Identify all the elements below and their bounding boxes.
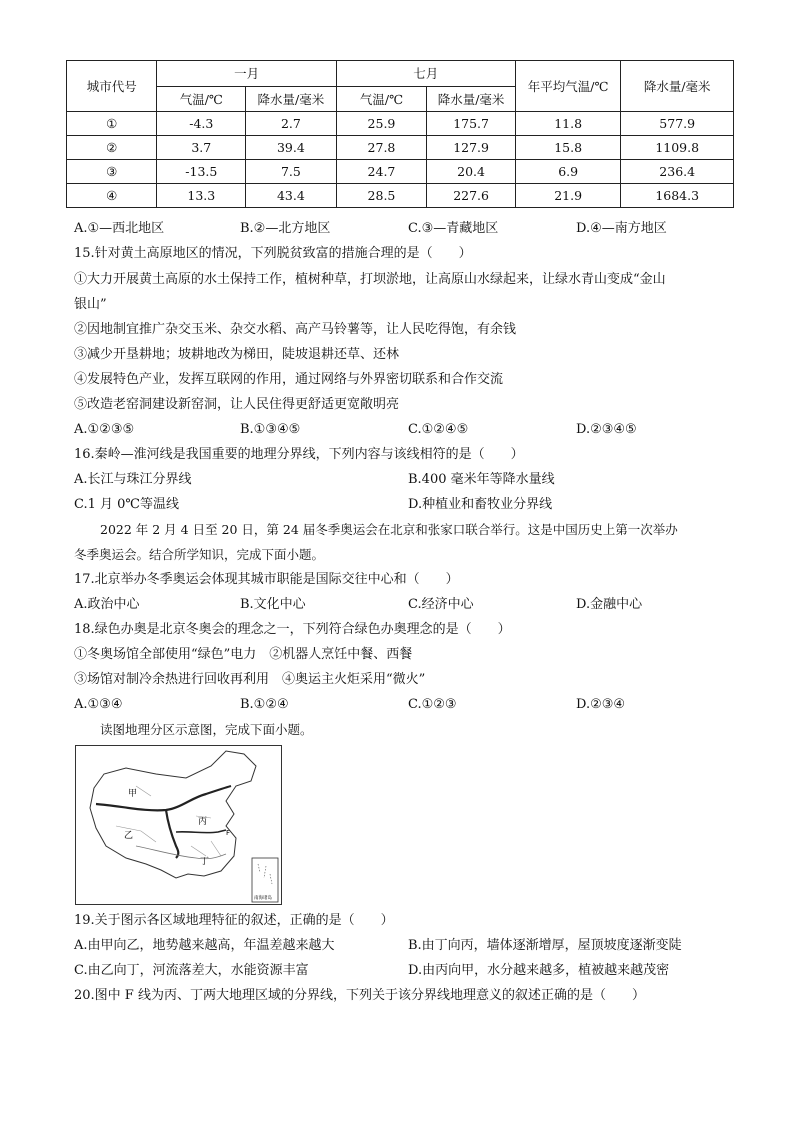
annual-precip: 1109.8 (621, 136, 734, 160)
q19-option-a[interactable]: A.由甲向乙，地势越来越高，年温差越来越大 (74, 938, 335, 953)
q15-option-d[interactable]: D.②③④⑤ (576, 422, 637, 437)
label-f: F (226, 829, 231, 837)
q19-option-b[interactable]: B.由丁向丙，墙体逐渐增厚，屋顶坡度逐渐变陡 (408, 938, 682, 953)
header-jan-precip: 降水量/毫米 (246, 86, 337, 112)
header-jan-temp: 气温/℃ (157, 86, 246, 112)
table-row (67, 160, 734, 184)
jan-precip: 39.4 (246, 136, 337, 160)
china-outline (90, 751, 256, 878)
q14-option-c[interactable]: C.③—青藏地区 (408, 221, 499, 236)
jul-temp: 28.5 (336, 184, 427, 208)
q18-option-d[interactable]: D.②③④ (576, 697, 626, 712)
annual-temp: 15.8 (515, 136, 620, 160)
q15-stem: 15.针对黄土高原地区的情况，下列脱贫致富的措施合理的是（ ） (74, 246, 472, 261)
table-row (67, 184, 734, 208)
q16-option-b[interactable]: B.400 毫米年等降水量线 (408, 472, 555, 487)
jul-temp: 27.8 (336, 136, 427, 160)
table-row (67, 112, 734, 136)
q16-option-a[interactable]: A.长江与珠江分界线 (74, 472, 192, 487)
q15-item-1-cont: 银山” (74, 297, 107, 312)
header-city-code: 城市代号 (67, 61, 157, 112)
jan-temp: 13.3 (157, 184, 246, 208)
q15-item-4: ④发展特色产业，发挥互联网的作用，通过网络与外界密切联系和合作交流 (74, 372, 504, 387)
jan-precip: 43.4 (246, 184, 337, 208)
annual-temp: 21.9 (515, 184, 620, 208)
q16-option-c[interactable]: C.1 月 0℃等温线 (74, 497, 179, 512)
q19-option-d[interactable]: D.由丙向甲，水分越来越多，植被越来越茂密 (408, 963, 670, 978)
header-january: 一月 (157, 61, 336, 87)
jan-temp: -4.3 (157, 112, 246, 136)
q15-option-c[interactable]: C.①②④⑤ (408, 422, 469, 437)
annual-temp: 11.8 (515, 112, 620, 136)
annual-precip: 236.4 (621, 160, 734, 184)
city-id: ① (67, 112, 157, 136)
jul-precip: 20.4 (427, 160, 516, 184)
city-id: ④ (67, 184, 157, 208)
table-row (67, 136, 734, 160)
q15-item-3: ③减少开垦耕地；坡耕地改为梯田，陡坡退耕还草、还林 (74, 347, 400, 362)
q16-option-d[interactable]: D.种植业和畜牧业分界线 (408, 497, 553, 512)
header-july: 七月 (336, 61, 515, 87)
label-bing: 丙 (198, 817, 208, 827)
map-intro: 读图地理分区示意图，完成下面小题。 (100, 722, 313, 737)
q15-item-2: ②因地制宜推广杂交玉米、杂交水稻、高产马铃薯等，让人民吃得饱，有余钱 (74, 322, 517, 337)
jan-temp: 3.7 (157, 136, 246, 160)
jul-temp: 25.9 (336, 112, 427, 136)
label-jia: 甲 (128, 789, 138, 799)
q14-option-d[interactable]: D.④—南方地区 (576, 221, 667, 236)
olympics-intro-line-1: 2022 年 2 月 4 日至 20 日，第 24 届冬季奥运会在北京和张家口联合举行。这是中国历史上第一次举办 (100, 522, 678, 537)
q16-stem: 16.秦岭—淮河线是我国重要的地理分界线，下列内容与该线相符的是（ ） (74, 447, 524, 462)
q20-stem: 20.图中 F 线为丙、丁两大地理区域的分界线，下列关于该分界线地理意义的叙述正确的是（ ） (74, 988, 645, 1003)
q18-items-3-4: ③场馆对制冷余热进行回收再利用 ④奥运主火炬采用“微火” (74, 672, 426, 687)
header-annual-temp: 年平均气温/℃ (515, 61, 620, 112)
q15-item-1: ①大力开展黄土高原的水土保持工作，植树种草，打坝淤地，让高原山水绿起来，让绿水青山变成“金山 (74, 272, 666, 287)
q17-option-d[interactable]: D.金融中心 (576, 597, 643, 612)
city-id: ③ (67, 160, 157, 184)
jul-precip: 175.7 (427, 112, 516, 136)
q17-option-c[interactable]: C.经济中心 (408, 597, 474, 612)
jan-precip: 2.7 (246, 112, 337, 136)
q15-item-5: ⑤改造老窑洞建设新窑洞，让人民住得更舒适更宽敞明亮 (74, 397, 400, 412)
region-map-svg (76, 746, 281, 904)
boundary-yi (166, 810, 178, 858)
climate-table (66, 60, 734, 208)
jan-precip: 7.5 (246, 160, 337, 184)
annual-precip: 1684.3 (621, 184, 734, 208)
header-jul-temp: 气温/℃ (336, 86, 427, 112)
jul-precip: 127.9 (427, 136, 516, 160)
boundary-f-line (176, 830, 226, 833)
q18-option-b[interactable]: B.①②④ (240, 697, 289, 712)
q14-option-b[interactable]: B.②—北方地区 (240, 221, 331, 236)
q18-items-1-2: ①冬奥场馆全部使用“绿色”电力 ②机器人烹饪中餐、西餐 (74, 647, 413, 662)
label-yi: 乙 (124, 831, 134, 841)
q15-option-a[interactable]: A.①②③⑤ (74, 422, 135, 437)
jul-precip: 227.6 (427, 184, 516, 208)
jul-temp: 24.7 (336, 160, 427, 184)
q15-option-b[interactable]: B.①③④⑤ (240, 422, 301, 437)
q19-stem: 19.关于图示各区域地理特征的叙述，正确的是（ ） (74, 913, 394, 928)
inset-label: 南海诸岛 (254, 896, 272, 901)
q18-stem: 18.绿色办奥是北京冬奥会的理念之一，下列符合绿色办奥理念的是（ ） (74, 622, 511, 637)
table-header-row (67, 61, 734, 87)
q18-option-a[interactable]: A.①③④ (74, 697, 123, 712)
jan-temp: -13.5 (157, 160, 246, 184)
q18-option-c[interactable]: C.①②③ (408, 697, 457, 712)
city-id: ② (67, 136, 157, 160)
header-jul-precip: 降水量/毫米 (427, 86, 516, 112)
annual-precip: 577.9 (621, 112, 734, 136)
header-annual-precip: 降水量/毫米 (621, 61, 734, 112)
label-ding: 丁 (200, 857, 210, 867)
boundary-jia (96, 786, 231, 810)
q17-stem: 17.北京举办冬季奥运会体现其城市职能是国际交往中心和（ ） (74, 572, 459, 587)
q19-option-c[interactable]: C.由乙向丁，河流落差大，水能资源丰富 (74, 963, 309, 978)
region-map (75, 745, 282, 905)
river (136, 846, 226, 859)
q17-option-b[interactable]: B.文化中心 (240, 597, 306, 612)
q14-option-a[interactable]: A.①—西北地区 (74, 221, 165, 236)
olympics-intro-line-2: 冬季奥运会。结合所学知识，完成下面小题。 (74, 547, 325, 562)
q17-option-a[interactable]: A.政治中心 (74, 597, 140, 612)
annual-temp: 6.9 (515, 160, 620, 184)
